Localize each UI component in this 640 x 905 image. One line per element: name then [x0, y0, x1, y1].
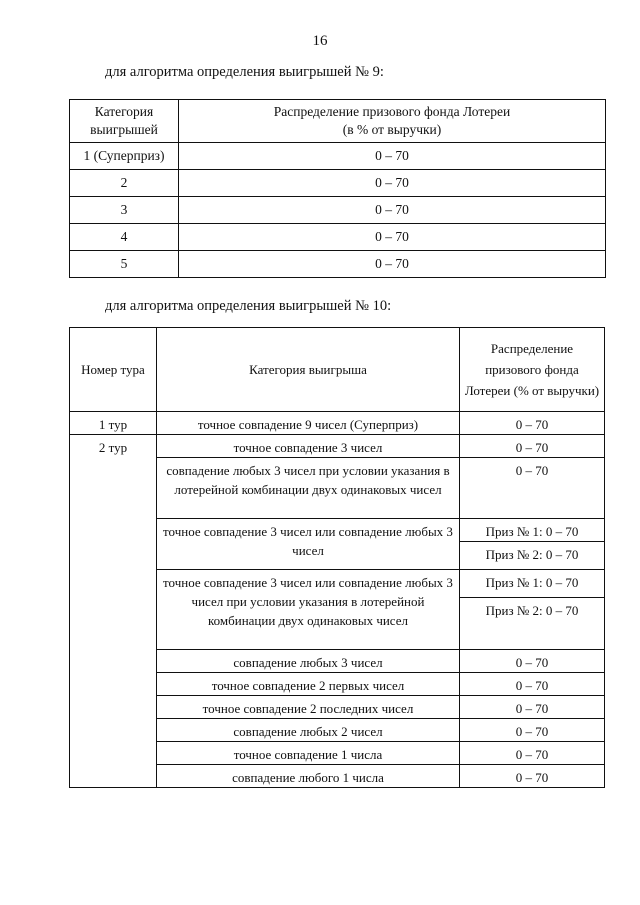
table-row	[70, 251, 606, 278]
share-cell: 0 – 70	[460, 435, 605, 458]
category-cell: совпадение любого 1 числа	[157, 765, 460, 788]
table-row	[70, 435, 605, 458]
header-category-line1: Категория	[94, 104, 154, 119]
prize1-cell: Приз № 1: 0 – 70	[460, 519, 605, 542]
round-cell: 2 тур	[70, 435, 157, 788]
share-cell: 0 – 70	[179, 197, 606, 224]
header-category	[70, 100, 179, 143]
share-cell: 0 – 70	[460, 412, 605, 435]
table-row	[70, 224, 606, 251]
category-cell: 2	[70, 170, 179, 197]
category-cell: точное совпадение 1 числа	[157, 742, 460, 765]
category-cell: совпадение любых 2 чисел	[157, 719, 460, 742]
category-cell: точное совпадение 3 чисел или совпадение любых 3 чисел при условии указания в лотерейной комбинации двух одинаковых чисел	[157, 570, 460, 650]
section2-caption: для алгоритма определения выигрышей № 10:	[105, 298, 392, 314]
category-cell: точное совпадение 3 чисел	[157, 435, 460, 458]
table-row	[70, 412, 605, 435]
round-cell: 1 тур	[70, 412, 157, 435]
category-cell: точное совпадение 2 первых чисел	[157, 673, 460, 696]
table-row	[70, 170, 606, 197]
category-cell: 3	[70, 197, 179, 224]
share-cell: 0 – 70	[179, 143, 606, 170]
share-cell: 0 – 70	[460, 696, 605, 719]
table-row	[70, 197, 606, 224]
prize-table-algorithm-10	[69, 327, 605, 788]
prize2-cell: Приз № 2: 0 – 70	[460, 542, 605, 570]
category-cell: точное совпадение 9 чисел (Суперприз)	[157, 412, 460, 435]
category-cell: совпадение любых 3 чисел	[157, 650, 460, 673]
share-cell: 0 – 70	[460, 719, 605, 742]
header-distribution-line1: Распределение призового фонда Лотереи	[273, 104, 511, 119]
table-header-row	[70, 328, 605, 412]
category-cell: 1 (Суперприз)	[70, 143, 179, 170]
category-cell: точное совпадение 3 чисел или совпадение любых 3 чисел	[157, 519, 460, 570]
header-distribution-line2: (в % от выручки)	[342, 122, 442, 137]
share-cell: 0 – 70	[460, 765, 605, 788]
page-number: 16	[312, 33, 328, 49]
table-header-row	[70, 100, 606, 143]
share-cell: 0 – 70	[179, 224, 606, 251]
header-win-category: Категория выигрыша	[157, 328, 460, 412]
category-cell: 4	[70, 224, 179, 251]
header-distribution	[179, 100, 606, 143]
share-cell: 0 – 70	[179, 251, 606, 278]
header-round: Номер тура	[70, 328, 157, 412]
share-cell: 0 – 70	[460, 742, 605, 765]
header-distribution: Распределение призового фонда Лотереи (% от выручки)	[460, 328, 605, 412]
share-cell: 0 – 70	[460, 650, 605, 673]
section1-caption: для алгоритма определения выигрышей № 9:	[105, 64, 384, 80]
share-cell: 0 – 70	[460, 673, 605, 696]
category-cell: точное совпадение 2 последних чисел	[157, 696, 460, 719]
share-cell: 0 – 70	[179, 170, 606, 197]
share-cell: 0 – 70	[460, 458, 605, 519]
table-row	[70, 143, 606, 170]
category-cell: совпадение любых 3 чисел при условии указания в лотерейной комбинации двух одинаковых чисел	[157, 458, 460, 519]
category-cell: 5	[70, 251, 179, 278]
prize2-cell: Приз № 2: 0 – 70	[460, 598, 605, 650]
prize1-cell: Приз № 1: 0 – 70	[460, 570, 605, 598]
header-category-line2: выигрышей	[90, 122, 158, 137]
prize-table-algorithm-9	[69, 99, 606, 278]
